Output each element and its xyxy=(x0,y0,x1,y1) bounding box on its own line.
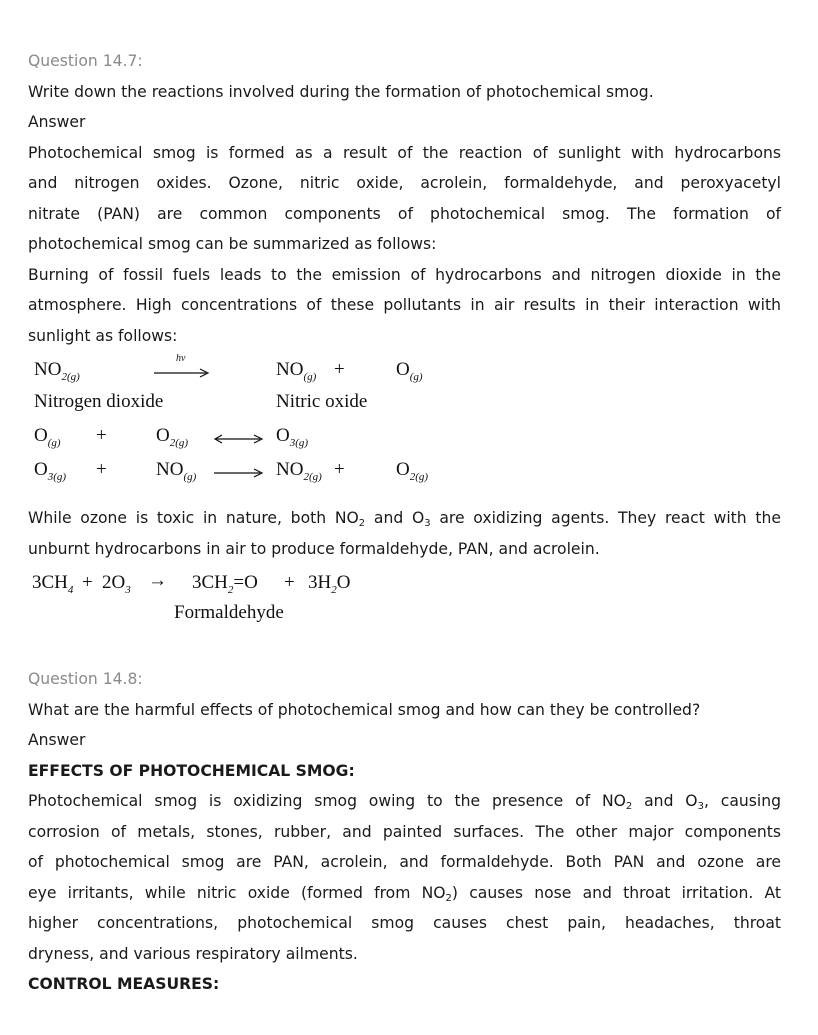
text-line: of photochemical smog are PAN, acrolein, and formaldehyde. Both PAN and ozone are xyxy=(28,853,781,871)
text-line: Photochemical smog is formed as a result of the reaction of sunlight with hydrocarbons xyxy=(28,143,781,162)
answer-label: Answer xyxy=(28,731,86,749)
reactant-o3: $O_{3(g)}$ xyxy=(34,459,67,483)
text-line: corrosion of metals, stones, rubber, and painted surfaces. The other major components xyxy=(28,822,781,841)
text-line: dryness, and various respiratory ailments. xyxy=(28,944,358,963)
product-no: $NO_{(g)}$ xyxy=(276,359,317,383)
formaldehyde-equation xyxy=(28,568,781,628)
section-heading-effects: EFFECTS OF PHOTOCHEMICAL SMOG: xyxy=(28,761,355,780)
reactant-o3: $2O_3$ xyxy=(102,572,131,596)
text-line: atmosphere. High concentrations of these pollutants in air results in their interaction with xyxy=(28,296,781,314)
text-line: and nitrogen oxides. Ozone, nitric oxide, acrolein, formaldehyde, and peroxyacetyl xyxy=(28,174,781,192)
text-line: nitrate (PAN) are common components of photochemical smog. The formation of xyxy=(28,204,781,223)
question-text: Write down the reactions involved during the formation of photochemical smog. xyxy=(28,82,654,101)
plus-sign: + xyxy=(96,459,107,480)
answer-label: Answer xyxy=(28,113,86,131)
reaction-block xyxy=(28,353,781,503)
answer-paragraph xyxy=(28,260,781,352)
plus-sign: + xyxy=(334,459,345,480)
equilibrium-arrow-icon xyxy=(214,433,264,445)
text-line: sunlight as follows: xyxy=(28,326,178,345)
question-heading: Question 14.7: xyxy=(28,52,143,70)
reactant-no2: $NO_{2(g)}$ xyxy=(34,359,80,383)
reactant-ch4: $3CH_4$ xyxy=(32,572,74,596)
product-o3: $O_{3(g)}$ xyxy=(276,425,309,449)
product-no2: $NO_{2(g)}$ xyxy=(276,459,322,483)
product-water: $3H_2O$ xyxy=(308,572,351,596)
text-line: photochemical smog can be summarized as follows: xyxy=(28,235,437,253)
question-heading: Question 14.8: xyxy=(28,670,143,688)
text-line: higher concentrations, photochemical smog causes chest pain, headaches, throat xyxy=(28,914,781,932)
plus-sign: + xyxy=(96,425,107,446)
section-heading-control: CONTROL MEASURES: xyxy=(28,975,220,993)
arrow-icon: → xyxy=(148,570,167,591)
answer-paragraph xyxy=(28,786,781,969)
forward-arrow-icon xyxy=(154,367,210,379)
answer-paragraph xyxy=(28,138,781,260)
text-line: While ozone is toxic in nature, both $NO_2$ and $O_3$ are oxidizing agents. They react with the xyxy=(28,509,781,529)
label-formaldehyde: Formaldehyde xyxy=(174,602,284,623)
hv-label: hv xyxy=(176,353,186,364)
answer-paragraph xyxy=(28,503,781,564)
reactant-o: $O_{(g)}$ xyxy=(34,425,61,449)
label-nitrogen-dioxide: Nitrogen dioxide xyxy=(34,391,164,412)
product-o: $O_{(g)}$ xyxy=(396,359,423,383)
product-formaldehyde: $3CH_2=O$ xyxy=(192,572,258,596)
product-o2: $O_{2(g)}$ xyxy=(396,459,429,483)
text-line: Photochemical smog is oxidizing smog owing to the presence of $NO_2$ and $O_3$, causing xyxy=(28,792,781,812)
text-line: unburnt hydrocarbons in air to produce formaldehyde, PAN, and acrolein. xyxy=(28,539,600,558)
forward-arrow-icon xyxy=(214,467,264,479)
text-line: eye irritants, while nitric oxide (formed from $NO_2$) causes nose and throat irritation. At xyxy=(28,883,781,904)
plus-sign: + xyxy=(284,572,295,593)
question-text: What are the harmful effects of photochemical smog and how can they be controlled? xyxy=(28,700,701,719)
label-nitric-oxide: Nitric oxide xyxy=(276,391,368,412)
text-line: Burning of fossil fuels leads to the emission of hydrocarbons and nitrogen dioxide in the xyxy=(28,265,781,284)
reactant-o2: $O_{2(g)}$ xyxy=(156,425,189,449)
plus-sign: + xyxy=(82,572,93,593)
reactant-no: $NO_{(g)}$ xyxy=(156,459,197,483)
document-page xyxy=(28,46,781,1000)
plus-sign: + xyxy=(334,359,345,380)
